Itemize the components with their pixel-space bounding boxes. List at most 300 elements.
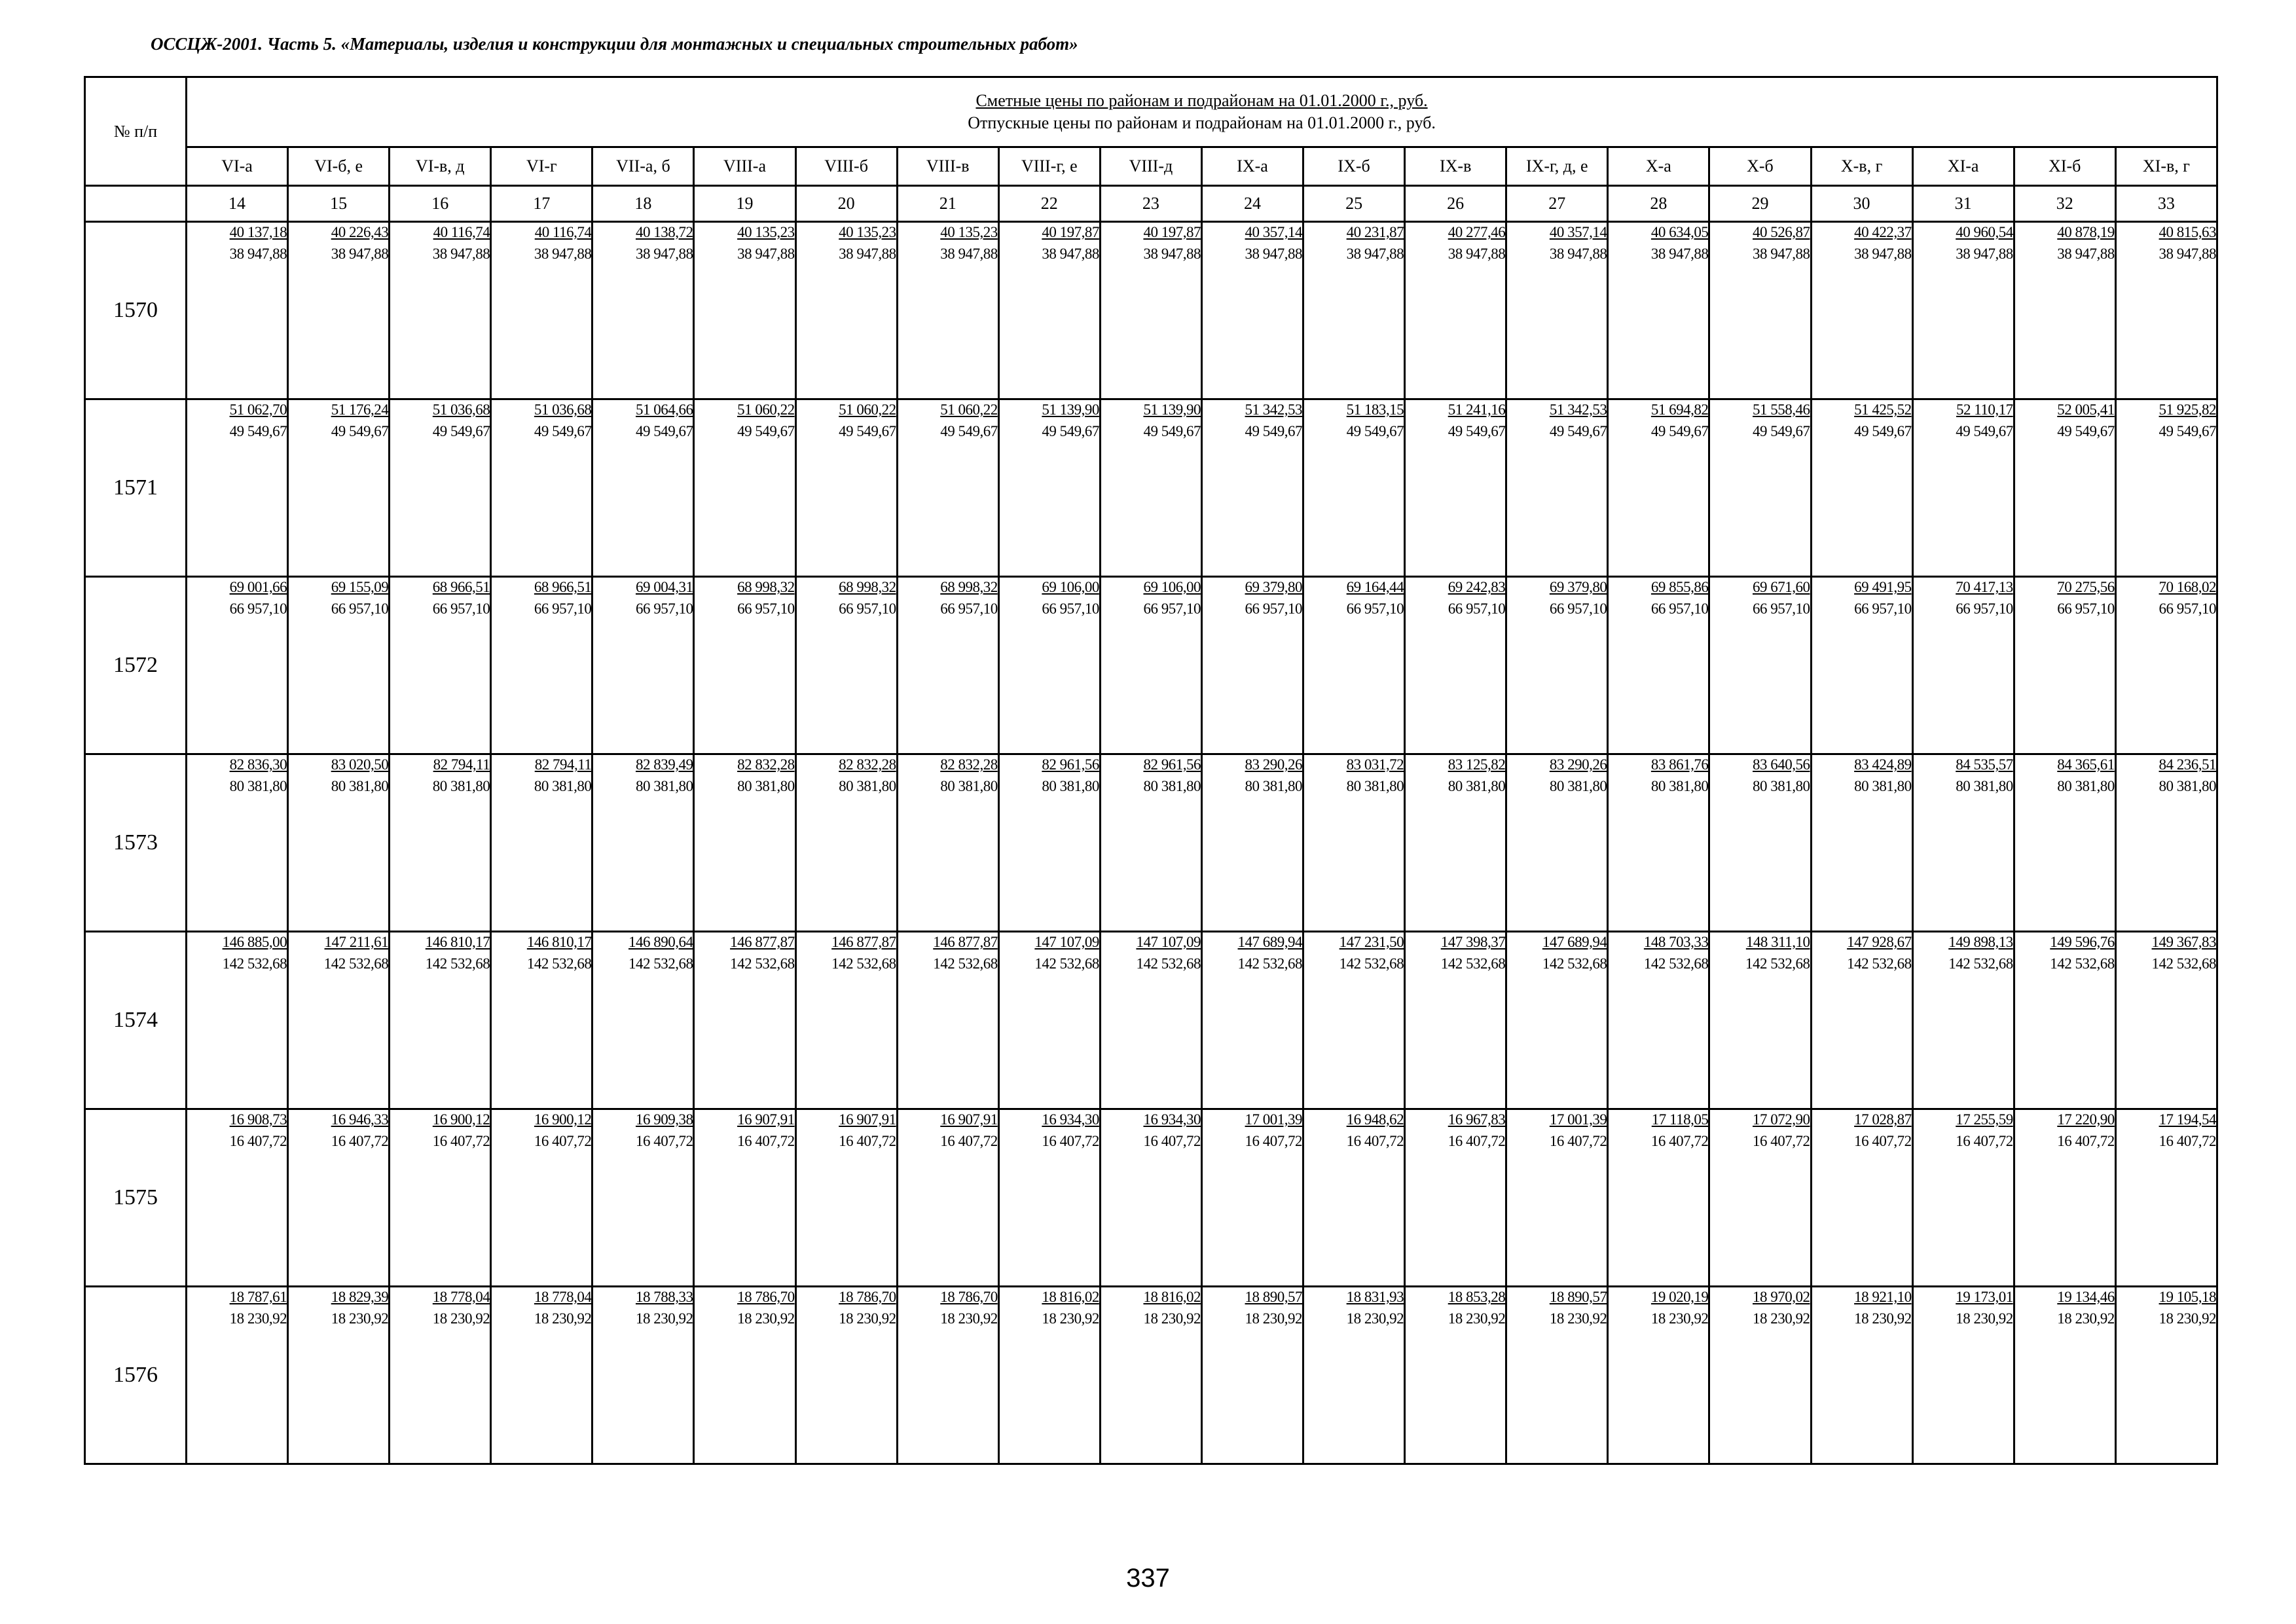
table-row	[85, 399, 2217, 577]
estimate-price: 17 001,39	[1549, 1111, 1607, 1128]
estimate-price: 18 829,39	[331, 1289, 389, 1305]
column-number: 30	[1811, 186, 1912, 222]
estimate-price: 16 908,73	[229, 1111, 287, 1128]
price-cell	[1100, 399, 1201, 577]
column-number: 27	[1506, 186, 1608, 222]
price-cell	[1506, 1109, 1608, 1287]
release-price: 80 381,80	[331, 778, 389, 794]
release-price: 66 957,10	[1956, 600, 2013, 617]
estimate-price: 84 236,51	[2159, 756, 2217, 773]
release-price: 38 947,88	[1854, 246, 1912, 262]
estimate-price: 18 853,28	[1448, 1289, 1506, 1305]
release-price: 18 230,92	[2159, 1310, 2217, 1327]
estimate-price: 40 226,43	[331, 224, 389, 240]
release-price: 18 230,92	[1650, 1310, 1709, 1327]
price-cell	[897, 399, 998, 577]
release-price: 16 407,72	[940, 1133, 998, 1149]
estimate-price: 19 173,01	[1956, 1289, 2013, 1305]
release-price: 16 407,72	[1143, 1133, 1201, 1149]
release-price: 66 957,10	[1549, 600, 1607, 617]
estimate-price: 17 072,90	[1753, 1111, 1810, 1128]
estimate-price: 82 961,56	[1042, 756, 1099, 773]
price-cell	[187, 399, 288, 577]
release-price: 80 381,80	[1245, 778, 1303, 794]
release-price: 49 549,67	[1042, 423, 1099, 439]
price-cell	[1709, 1287, 1811, 1464]
price-cell	[897, 1287, 998, 1464]
release-price: 66 957,10	[1245, 600, 1303, 617]
price-cell	[592, 932, 694, 1109]
price-cell	[998, 1109, 1100, 1287]
estimate-price: 16 946,33	[331, 1111, 389, 1128]
price-cell	[1912, 399, 2014, 577]
row-number: 1574	[85, 932, 187, 1109]
release-price: 49 549,67	[432, 423, 490, 439]
release-price: 49 549,67	[534, 423, 592, 439]
release-price: 18 230,92	[1854, 1310, 1912, 1327]
release-price: 80 381,80	[737, 778, 795, 794]
price-cell	[1709, 1109, 1811, 1287]
estimate-price: 68 998,32	[940, 579, 998, 595]
price-cell	[1506, 932, 1608, 1109]
table-row	[85, 754, 2217, 932]
estimate-price: 40 878,19	[2057, 224, 2115, 240]
price-cell	[998, 754, 1100, 932]
price-cell	[2014, 222, 2115, 399]
release-price: 49 549,67	[635, 423, 693, 439]
release-price: 80 381,80	[229, 778, 287, 794]
release-price: 16 407,72	[331, 1133, 389, 1149]
release-price: 80 381,80	[2159, 778, 2217, 794]
release-price: 18 230,92	[839, 1310, 896, 1327]
release-price: 142 532,68	[1542, 955, 1607, 972]
release-price: 142 532,68	[933, 955, 998, 972]
estimate-price: 84 365,61	[2057, 756, 2115, 773]
estimate-price: 82 794,11	[433, 756, 490, 773]
estimate-price: 40 526,87	[1753, 224, 1810, 240]
estimate-price: 16 900,12	[432, 1111, 490, 1128]
release-price: 142 532,68	[1237, 955, 1303, 972]
row-number: 1573	[85, 754, 187, 932]
price-cell	[1912, 754, 2014, 932]
column-number: 31	[1912, 186, 2014, 222]
estimate-price: 147 398,37	[1440, 934, 1506, 950]
estimate-price: 40 197,87	[1143, 224, 1201, 240]
release-price: 49 549,67	[1956, 423, 2013, 439]
estimate-price: 69 004,31	[635, 579, 693, 595]
release-price: 38 947,88	[1346, 246, 1404, 262]
release-price: 16 407,72	[1753, 1133, 1810, 1149]
release-price: 18 230,92	[229, 1310, 287, 1327]
estimate-price: 51 062,70	[229, 401, 287, 418]
table-row	[85, 222, 2217, 399]
column-number: 32	[2014, 186, 2115, 222]
release-price: 142 532,68	[1643, 955, 1709, 972]
price-cell	[592, 399, 694, 577]
release-price: 66 957,10	[331, 600, 389, 617]
column-number: 16	[390, 186, 491, 222]
price-cell	[288, 399, 390, 577]
estimate-price: 149 367,83	[2151, 934, 2217, 950]
price-cell	[1811, 222, 1912, 399]
price-cell	[1405, 399, 1506, 577]
price-cell	[491, 932, 592, 1109]
estimate-price: 40 137,18	[229, 224, 287, 240]
estimate-price: 16 934,30	[1042, 1111, 1099, 1128]
estimate-price: 146 877,87	[730, 934, 795, 950]
estimate-price: 40 116,74	[534, 224, 592, 240]
release-price: 80 381,80	[1549, 778, 1607, 794]
estimate-price: 69 155,09	[331, 579, 389, 595]
release-price: 66 957,10	[737, 600, 795, 617]
price-cell	[2115, 754, 2217, 932]
estimate-price: 147 211,61	[324, 934, 389, 950]
release-price: 16 407,72	[1448, 1133, 1506, 1149]
release-price: 38 947,88	[432, 246, 490, 262]
estimate-price: 69 379,80	[1245, 579, 1303, 595]
estimate-price: 69 106,00	[1143, 579, 1201, 595]
region-header-row	[85, 147, 2217, 186]
price-cell	[1100, 1109, 1201, 1287]
price-cell	[1405, 1287, 1506, 1464]
release-price: 18 230,92	[1042, 1310, 1099, 1327]
release-price: 142 532,68	[2151, 955, 2217, 972]
region-header: VI-б, е	[288, 147, 390, 186]
price-cell	[592, 754, 694, 932]
release-price: 18 230,92	[2057, 1310, 2115, 1327]
price-cell	[1303, 754, 1405, 932]
estimate-price: 82 832,28	[940, 756, 998, 773]
region-header: VIII-б	[795, 147, 897, 186]
price-cell	[187, 222, 288, 399]
estimate-price: 18 816,02	[1143, 1289, 1201, 1305]
region-header: VI-г	[491, 147, 592, 186]
estimate-price: 51 060,22	[839, 401, 896, 418]
price-cell	[288, 1287, 390, 1464]
release-price: 16 407,72	[1854, 1133, 1912, 1149]
page-number: 337	[1126, 1564, 1170, 1593]
price-cell	[1506, 577, 1608, 754]
price-cell	[1608, 577, 1709, 754]
price-cell	[694, 399, 795, 577]
estimate-price: 149 898,13	[1948, 934, 2013, 950]
region-header: VII-а, б	[592, 147, 694, 186]
estimate-price: 52 005,41	[2057, 401, 2115, 418]
estimate-price: 51 241,16	[1448, 401, 1506, 418]
release-price: 66 957,10	[635, 600, 693, 617]
release-price: 142 532,68	[831, 955, 896, 972]
estimate-price: 51 342,53	[1245, 401, 1303, 418]
column-number: 23	[1100, 186, 1201, 222]
price-cell	[592, 1109, 694, 1287]
price-cell	[1405, 932, 1506, 1109]
release-price: 18 230,92	[1956, 1310, 2013, 1327]
estimate-price: 51 036,68	[432, 401, 490, 418]
release-price: 16 407,72	[1650, 1133, 1709, 1149]
price-cell	[288, 932, 390, 1109]
price-cell	[998, 1287, 1100, 1464]
release-price: 49 549,67	[229, 423, 287, 439]
column-number: 24	[1201, 186, 1303, 222]
release-price: 38 947,88	[1956, 246, 2013, 262]
price-cell	[795, 1287, 897, 1464]
release-price: 142 532,68	[1440, 955, 1506, 972]
release-price: 49 549,67	[1854, 423, 1912, 439]
release-price: 142 532,68	[222, 955, 287, 972]
price-cell	[1405, 577, 1506, 754]
release-price: 49 549,67	[737, 423, 795, 439]
release-price: 18 230,92	[940, 1310, 998, 1327]
release-price: 18 230,92	[1346, 1310, 1404, 1327]
price-cell	[390, 222, 491, 399]
estimate-price: 40 116,74	[433, 224, 490, 240]
caption-estimate-prices: Сметные цены по районам и подрайонам на 01.01.2000 г., руб.	[975, 91, 1428, 110]
price-cell	[1201, 1287, 1303, 1464]
estimate-price: 149 596,76	[2050, 934, 2115, 950]
estimate-price: 17 194,54	[2159, 1111, 2217, 1128]
estimate-price: 69 491,95	[1854, 579, 1912, 595]
release-price: 66 957,10	[2057, 600, 2115, 617]
release-price: 49 549,67	[839, 423, 896, 439]
release-price: 80 381,80	[1448, 778, 1506, 794]
estimate-price: 82 832,28	[737, 756, 795, 773]
estimate-price: 40 815,63	[2159, 224, 2217, 240]
price-cell	[390, 577, 491, 754]
release-price: 18 230,92	[432, 1310, 490, 1327]
price-cell	[2115, 222, 2217, 399]
release-price: 16 407,72	[534, 1133, 592, 1149]
estimate-price: 16 900,12	[534, 1111, 592, 1128]
estimate-price: 19 020,19	[1650, 1289, 1709, 1305]
release-price: 38 947,88	[331, 246, 389, 262]
release-price: 80 381,80	[534, 778, 592, 794]
estimate-price: 83 424,89	[1854, 756, 1912, 773]
estimate-price: 70 275,56	[2057, 579, 2115, 595]
price-cell	[491, 1109, 592, 1287]
price-cell	[187, 754, 288, 932]
price-cell	[1506, 1287, 1608, 1464]
column-number: 14	[187, 186, 288, 222]
column-number: 15	[288, 186, 390, 222]
release-price: 16 407,72	[2159, 1133, 2217, 1149]
release-price: 16 407,72	[1956, 1133, 2013, 1149]
estimate-price: 69 164,44	[1346, 579, 1404, 595]
price-cell	[1303, 932, 1405, 1109]
release-price: 66 957,10	[940, 600, 998, 617]
estimate-price: 82 839,49	[635, 756, 693, 773]
estimate-price: 17 001,39	[1245, 1111, 1303, 1128]
estimate-price: 68 966,51	[534, 579, 592, 595]
estimate-price: 18 890,57	[1549, 1289, 1607, 1305]
estimate-price: 18 970,02	[1753, 1289, 1810, 1305]
estimate-price: 69 001,66	[229, 579, 287, 595]
estimate-price: 40 135,23	[940, 224, 998, 240]
estimate-price: 18 786,70	[839, 1289, 896, 1305]
release-price: 18 230,92	[1143, 1310, 1201, 1327]
table-header-caption-row	[85, 77, 2217, 147]
row-number: 1575	[85, 1109, 187, 1287]
price-cell	[998, 577, 1100, 754]
release-price: 49 549,67	[2159, 423, 2217, 439]
price-cell	[795, 932, 897, 1109]
price-cell	[998, 399, 1100, 577]
release-price: 66 957,10	[839, 600, 896, 617]
estimate-price: 146 810,17	[425, 934, 490, 950]
price-cell	[1608, 754, 1709, 932]
price-cell	[1811, 577, 1912, 754]
release-price: 142 532,68	[2050, 955, 2115, 972]
price-cell	[1100, 932, 1201, 1109]
region-header: VI-в, д	[390, 147, 491, 186]
release-price: 80 381,80	[1042, 778, 1099, 794]
price-cell	[1201, 577, 1303, 754]
price-cell	[390, 754, 491, 932]
estimate-price: 69 379,80	[1549, 579, 1607, 595]
price-cell	[187, 1287, 288, 1464]
caption-release-prices: Отпускные цены по районам и подрайонам на 01.01.2000 г., руб.	[968, 113, 1436, 132]
estimate-price: 146 885,00	[222, 934, 287, 950]
column-number: 22	[998, 186, 1100, 222]
release-price: 49 549,67	[1753, 423, 1810, 439]
release-price: 38 947,88	[839, 246, 896, 262]
release-price: 80 381,80	[432, 778, 490, 794]
estimate-price: 83 125,82	[1448, 756, 1506, 773]
price-cell	[2014, 399, 2115, 577]
column-number: 25	[1303, 186, 1405, 222]
estimate-price: 16 967,83	[1448, 1111, 1506, 1128]
release-price: 38 947,88	[1753, 246, 1810, 262]
release-price: 49 549,67	[2057, 423, 2115, 439]
release-price: 16 407,72	[229, 1133, 287, 1149]
price-cell	[288, 754, 390, 932]
estimate-price: 51 060,22	[940, 401, 998, 418]
estimate-price: 51 558,46	[1753, 401, 1810, 418]
estimate-price: 40 135,23	[737, 224, 795, 240]
column-number: 33	[2115, 186, 2217, 222]
release-price: 80 381,80	[1956, 778, 2013, 794]
estimate-price: 69 106,00	[1042, 579, 1099, 595]
price-cell	[390, 399, 491, 577]
estimate-price: 82 961,56	[1143, 756, 1201, 773]
price-cell	[1201, 399, 1303, 577]
price-cell	[2014, 932, 2115, 1109]
region-header: XI-в, г	[2115, 147, 2217, 186]
price-cell	[998, 932, 1100, 1109]
estimate-price: 19 134,46	[2057, 1289, 2115, 1305]
price-cell	[1608, 1109, 1709, 1287]
price-cell	[1912, 932, 2014, 1109]
release-price: 142 532,68	[1034, 955, 1099, 972]
release-price: 18 230,92	[1245, 1310, 1303, 1327]
release-price: 18 230,92	[1549, 1310, 1607, 1327]
estimate-price: 68 966,51	[432, 579, 490, 595]
region-header: VIII-г, е	[998, 147, 1100, 186]
release-price: 66 957,10	[229, 600, 287, 617]
price-table	[84, 76, 2218, 1465]
price-cell	[1608, 1287, 1709, 1464]
price-cell	[2115, 1109, 2217, 1287]
release-price: 16 407,72	[1346, 1133, 1404, 1149]
estimate-price: 17 118,05	[1651, 1111, 1709, 1128]
estimate-price: 148 703,33	[1643, 934, 1709, 950]
column-number: 28	[1608, 186, 1709, 222]
estimate-price: 16 934,30	[1143, 1111, 1201, 1128]
estimate-price: 83 031,72	[1346, 756, 1404, 773]
release-price: 38 947,88	[229, 246, 287, 262]
price-cell	[1912, 1109, 2014, 1287]
column-number: 29	[1709, 186, 1811, 222]
price-cell	[1303, 577, 1405, 754]
price-cell	[897, 754, 998, 932]
estimate-price: 83 020,50	[331, 756, 389, 773]
region-header: XI-б	[2014, 147, 2115, 186]
release-price: 38 947,88	[2057, 246, 2115, 262]
release-price: 49 549,67	[1448, 423, 1506, 439]
row-number-header: № п/п	[85, 77, 187, 186]
estimate-price: 51 925,82	[2159, 401, 2217, 418]
release-price: 38 947,88	[737, 246, 795, 262]
price-cell	[1405, 1109, 1506, 1287]
estimate-price: 40 231,87	[1346, 224, 1404, 240]
price-cell	[1912, 222, 2014, 399]
estimate-price: 148 311,10	[1745, 934, 1810, 950]
table-caption	[187, 77, 2217, 147]
estimate-price: 147 107,09	[1034, 934, 1099, 950]
estimate-price: 82 836,30	[229, 756, 287, 773]
column-number-blank	[85, 186, 187, 222]
estimate-price: 17 255,59	[1956, 1111, 2013, 1128]
price-cell	[897, 222, 998, 399]
release-price: 49 549,67	[1143, 423, 1201, 439]
release-price: 38 947,88	[940, 246, 998, 262]
region-header: IX-в	[1405, 147, 1506, 186]
price-cell	[2115, 577, 2217, 754]
estimate-price: 83 861,76	[1650, 756, 1709, 773]
release-price: 18 230,92	[1448, 1310, 1506, 1327]
estimate-price: 17 028,87	[1854, 1111, 1912, 1128]
price-cell	[390, 1287, 491, 1464]
price-cell	[1405, 754, 1506, 932]
release-price: 66 957,10	[2159, 600, 2217, 617]
row-number: 1571	[85, 399, 187, 577]
release-price: 18 230,92	[331, 1310, 389, 1327]
table-row	[85, 1287, 2217, 1464]
price-cell	[694, 932, 795, 1109]
price-table-container	[84, 76, 2216, 1465]
column-number: 19	[694, 186, 795, 222]
table-row	[85, 1109, 2217, 1287]
release-price: 66 957,10	[1650, 600, 1709, 617]
price-cell	[694, 577, 795, 754]
estimate-price: 18 786,70	[940, 1289, 998, 1305]
price-cell	[1201, 222, 1303, 399]
table-row	[85, 932, 2217, 1109]
release-price: 49 549,67	[331, 423, 389, 439]
estimate-price: 18 816,02	[1042, 1289, 1099, 1305]
price-cell	[1811, 399, 1912, 577]
estimate-price: 147 928,67	[1847, 934, 1912, 950]
price-cell	[1709, 577, 1811, 754]
price-cell	[390, 932, 491, 1109]
price-cell	[2115, 1287, 2217, 1464]
estimate-price: 18 778,04	[432, 1289, 490, 1305]
price-cell	[897, 932, 998, 1109]
region-header: VI-а	[187, 147, 288, 186]
estimate-price: 40 277,46	[1448, 224, 1506, 240]
estimate-price: 68 998,32	[839, 579, 896, 595]
estimate-price: 51 183,15	[1346, 401, 1404, 418]
estimate-price: 69 671,60	[1753, 579, 1810, 595]
